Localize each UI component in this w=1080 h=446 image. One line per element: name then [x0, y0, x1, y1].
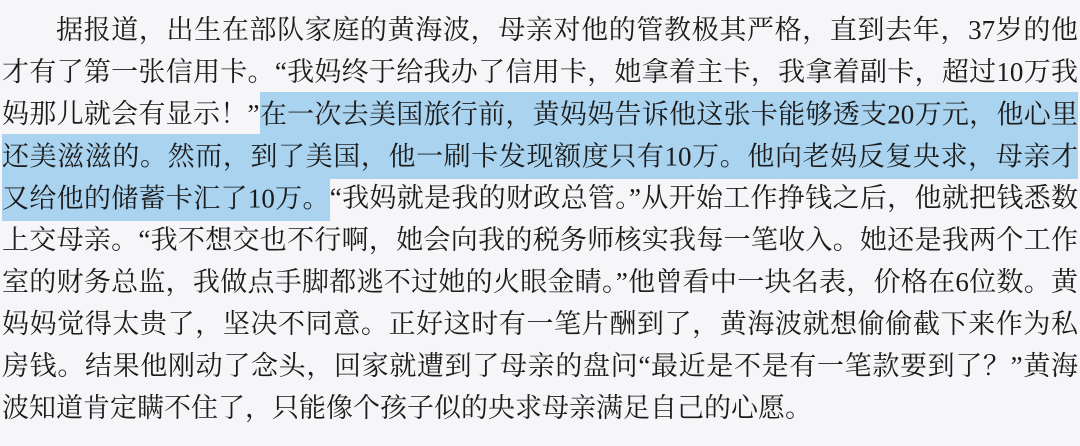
paragraph-text-before-highlight: 据报道，出生在部队家庭的黄海波，母亲对他的管教极其严格，直到去年，37岁的他才有了第一张信用卡。“我妈终于给我办了信用卡，她拿着主卡，我拿着副卡，超过10万我妈那儿就会有显示！” — [2, 15, 1078, 129]
highlighted-text: 在一次去美国旅行前，黄妈妈告诉他这张卡能够透支20万元，他心里还美滋滋的。然而，到了美国，他一刷卡发现额度只有10万。他向老妈反复央求，母亲才又给他的储蓄卡汇了10万。 — [2, 92, 1078, 221]
paragraph-text-after-highlight: “我妈就是我的财政总管。”从开始工作挣钱之后，他就把钱悉数上交母亲。“我不想交也不行啊，她会向我的税务师核实我每一笔收入。她还是我两个工作室的财务总监，我做点手脚都逃不过她的火眼金睛。”他曾看中一块名表，价格在6位数。黄妈妈觉得太贵了，坚决不同意。正好这时有一笔片酬到了，黄海波就想偷偷截下来作为私房钱。结果他刚动了念头，回家就遭到了母亲的盘问“最近是不是有一笔款要到了？”黄海波知道肯定瞒不住了，只能像个孩子似的央求母亲满足自己的心愿。 — [2, 183, 1079, 423]
article-paragraph — [2, 9, 1078, 429]
